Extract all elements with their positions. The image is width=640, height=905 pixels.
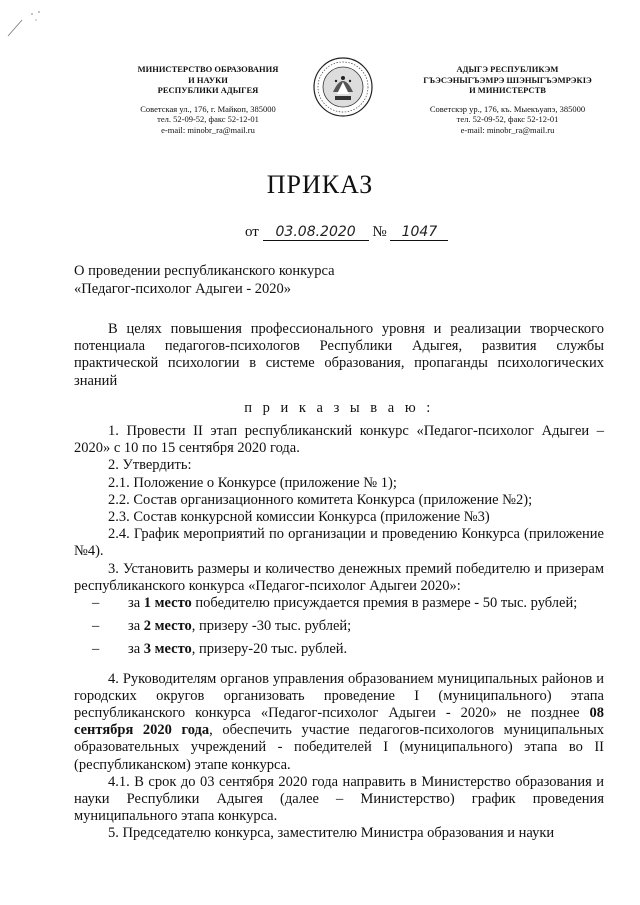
org-name-ady-line1: АДЫГЭ РЕСПУБЛИКЭМ bbox=[456, 64, 559, 74]
corner-scan-mark bbox=[6, 8, 46, 38]
phone-ady: тел. 52-09-52, факс 52-12-01 bbox=[456, 114, 559, 124]
order-date-number bbox=[245, 224, 448, 241]
paragraph-2: 2. Утвердить: bbox=[108, 457, 192, 474]
header-left-block bbox=[108, 64, 308, 135]
p4-text-end: , обеспечить участие педагогов-психологов муниципальных образовательных учреждений - победителей I (муниципального) этапа во II (республиканском) этапе конкурса. bbox=[74, 722, 604, 773]
email-ru: e-mail: minobr_ra@mail.ru bbox=[161, 124, 255, 135]
paragraph-3: 3. Установить размеры и количество денежных премий победителю и призерам республиканского конкурса «Педагог-психолог Адыгеи 2020»: bbox=[74, 560, 604, 594]
document-title: ПРИКАЗ bbox=[266, 170, 374, 199]
dash-marker: – bbox=[92, 595, 100, 612]
prize-item-2 bbox=[74, 618, 604, 635]
paragraph-5: 5. Председателю конкурса, заместителю Министра образования и науки bbox=[108, 825, 555, 842]
address-ady: Советскэр ур., 176, къ. Мыекъуапэ, 385000 bbox=[429, 103, 586, 114]
paragraph-4-1: 4.1. В срок до 03 сентября 2020 года направить в Министерство образования и науки Республики Адыгея (далее – Министерство) график проведения муниципального этапа конкурса. bbox=[74, 773, 604, 825]
paragraph-2-4: 2.4. График мероприятий по организации и проведению Конкурса (приложение №4). bbox=[74, 526, 604, 560]
org-name-ru-line2: И НАУКИ bbox=[188, 74, 228, 85]
prize2-text: , призеру -30 тыс. рублей; bbox=[191, 618, 352, 635]
org-name-ady-line3: И МИНИСТЕРСТВ bbox=[469, 85, 546, 95]
coat-of-arms-icon bbox=[311, 56, 375, 118]
org-name-ady-line2: ГЪЭСЭНЫГЪЭМРЭ ШІЭНЫГЪЭМРЭКІЭ bbox=[423, 74, 592, 85]
p4-text-start: 4. Руководителям органов управления образованием муниципальных районов и городских округов организовать проведение I (муниципального) этапа республиканского конкурса «Педагог-психолог Адыгеи - 2020» не позднее bbox=[74, 670, 604, 722]
prize-item-3 bbox=[74, 641, 604, 658]
address-ru: Советская ул., 176, г. Майкоп, 385000 bbox=[140, 103, 276, 114]
prize1-place: 1 место bbox=[143, 595, 192, 612]
dash-marker: – bbox=[92, 641, 100, 658]
prize3-text: , призеру-20 тыс. рублей. bbox=[191, 641, 348, 658]
prize3-place: 3 место bbox=[143, 641, 192, 658]
subject-line2: «Педагог-психолог Адыгеи - 2020» bbox=[74, 281, 292, 297]
prize1-text: победителю присуждается премия в размере - 50 тыс. рублей; bbox=[191, 595, 578, 612]
paragraph-2-1: 2.1. Положение о Конкурсе (приложение № 1); bbox=[108, 474, 397, 491]
prize1-prefix: за bbox=[128, 595, 144, 612]
dash-marker: – bbox=[92, 618, 100, 635]
order-body bbox=[74, 321, 604, 843]
phone-ru: тел. 52-09-52, факс 52-12-01 bbox=[157, 114, 259, 124]
decree-word: п р и к а з ы в а ю : bbox=[244, 399, 434, 416]
prize2-place: 2 место bbox=[143, 618, 192, 635]
order-number: 1047 bbox=[390, 224, 448, 241]
header-right-block bbox=[400, 64, 615, 135]
order-date: 03.08.2020 bbox=[263, 224, 369, 241]
prize-item-1 bbox=[74, 595, 604, 612]
order-from-label: от bbox=[245, 224, 259, 240]
order-number-label: № bbox=[372, 224, 387, 240]
org-name-ru-line3: РЕСПУБЛИКИ АДЫГЕЯ bbox=[157, 85, 259, 95]
preamble-paragraph: В целях повышения профессионального уровня и реализации творческого потенциала педагогов-психологов Республики Адыгея, развития службы практической психологии в системе образования, пропаганды психологических знаний bbox=[74, 321, 604, 389]
prize2-prefix: за bbox=[128, 618, 144, 635]
p4-deadline: 08 сентября 2020 года bbox=[74, 705, 604, 739]
paragraph-4 bbox=[74, 671, 604, 774]
org-name-ru-line1: МИНИСТЕРСТВО ОБРАЗОВАНИЯ bbox=[137, 64, 279, 74]
subject-line1: О проведении республиканского конкурса bbox=[74, 263, 335, 279]
paragraph-1: 1. Провести II этап республиканский конкурс «Педагог-психолог Адыгеи – 2020» с 10 по 15 сентября 2020 года. bbox=[74, 423, 604, 457]
paragraph-2-3: 2.3. Состав конкурсной комиссии Конкурса (приложение №3) bbox=[108, 509, 490, 526]
order-subject bbox=[74, 262, 394, 298]
paragraph-2-2: 2.2. Состав организационного комитета Конкурса (приложение №2); bbox=[108, 491, 533, 508]
prize3-prefix: за bbox=[128, 641, 144, 658]
email-ady: e-mail: minobr_ra@mail.ru bbox=[460, 124, 555, 135]
